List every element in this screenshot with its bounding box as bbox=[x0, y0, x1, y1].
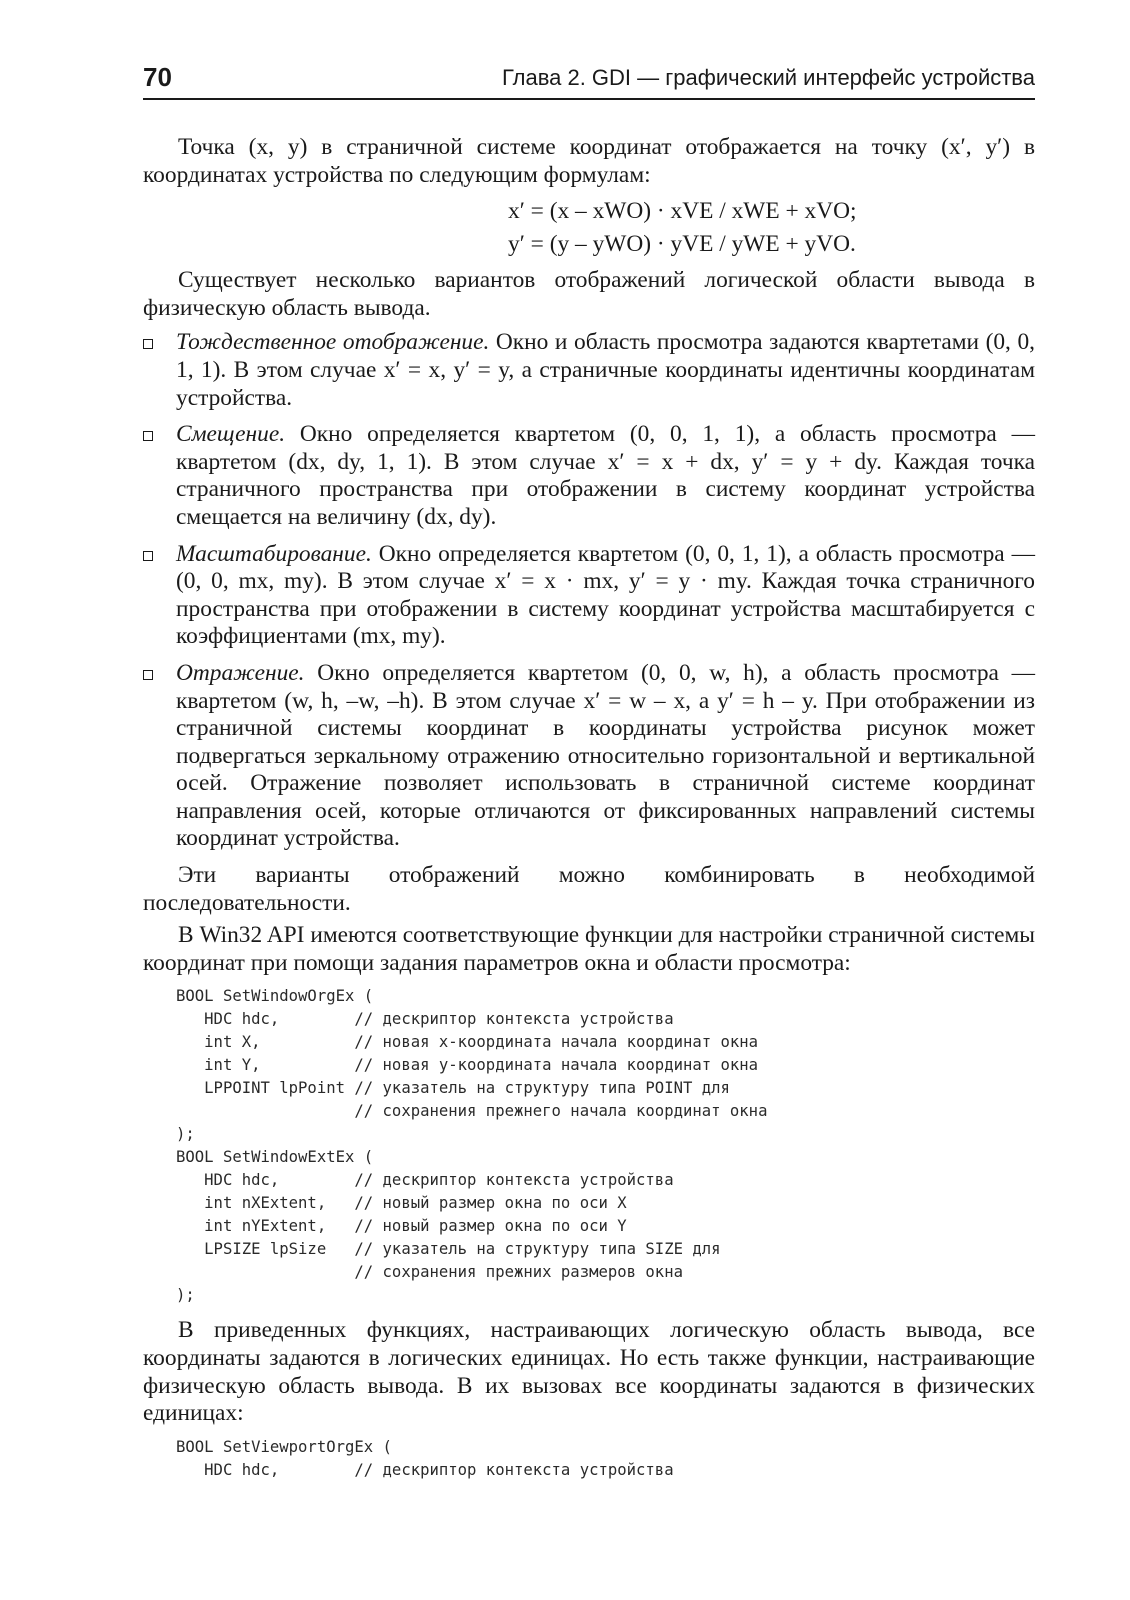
list-item-term: Отражение. bbox=[176, 659, 305, 686]
code-listing-viewport: BOOL SetViewportOrgEx ( HDC hdc, // дескриптор контекста устройства bbox=[176, 1437, 674, 1479]
list-item-text: Окно определяется квартетом (0, 0, 1, 1), а область просмотра — квартетом (dx, dy, 1, 1). В этом случае x′ = x + dx, y′ = y + dy. Каждая точка страничного пространства при отображении в систему координат устройства смещается на величину (dx, dy). bbox=[176, 421, 1035, 530]
list-item bbox=[143, 421, 1035, 531]
list-item-text: Окно определяется квартетом (0, 0, 1, 1), а область просмотра — (0, 0, mx, my). В этом случае x′ = x · mx, y′ = y · my. Каждая точка страничного пространства при отображении в систему координат устройства масштабируется с коэффициентами (mx, my). bbox=[176, 540, 1035, 650]
win32-paragraph: В Win32 API имеются соответствующие функции для настройки страничной системы координат при помощи задания параметров окна и области просмотра: bbox=[143, 922, 1035, 976]
chapter-title: Глава 2. GDI — графический интерфейс устройства bbox=[501, 65, 1035, 90]
list-item-term: Смещение. bbox=[176, 421, 286, 448]
formula-x: x′ = (x – xWO) · xVE / xWE + xVO; bbox=[508, 198, 857, 225]
mapping-variants-list bbox=[143, 329, 1035, 853]
page-header bbox=[143, 62, 1035, 100]
list-item-text: Окно определяется квартетом (0, 0, w, h), а область просмотра — квартетом (w, h, –w, –h). В этом случае x′ = w – x, а y′ = h – y. При отображении из страничной системы координат в координаты устройства рисунок может подвергаться зеркальному отражению относительно горизонтальной и вертикальной осей. Отражение позволяет использовать в страничной системе координат направления осей, которые отличаются от фиксированных направлений системы координат устройства. bbox=[176, 659, 1035, 852]
list-item-text: Окно и область просмотра задаются квартетами (0, 0, 1, 1). В этом случае x′ = x, y′ = y, а страничные координаты идентичны координатам устройства. bbox=[176, 329, 1035, 411]
list-item bbox=[143, 541, 1035, 651]
checkbox-bullet-icon bbox=[143, 431, 153, 441]
page-body bbox=[143, 134, 1035, 1482]
combine-paragraph: Эти варианты отображений можно комбинировать в необходимой последовательности. bbox=[143, 862, 1035, 916]
list-item-term: Масштабирование. bbox=[176, 540, 372, 567]
formula-y: y′ = (y – yWO) · yVE / yWE + yVO. bbox=[508, 231, 856, 258]
checkbox-bullet-icon bbox=[143, 339, 153, 349]
page-number: 70 bbox=[143, 62, 172, 92]
checkbox-bullet-icon bbox=[143, 670, 153, 680]
checkbox-bullet-icon bbox=[143, 551, 153, 561]
intro-paragraph: Точка (x, y) в страничной системе координат отображается на точку (x′, y′) в координатах устройства по следующим формулам: bbox=[143, 134, 1035, 188]
list-item bbox=[143, 329, 1035, 412]
variants-paragraph: Существует несколько вариантов отображений логической области вывода в физическую область вывода. bbox=[143, 267, 1035, 321]
formula-block bbox=[143, 195, 1035, 261]
physical-units-paragraph: В приведенных функциях, настраивающих логическую область вывода, все координаты задаются в логических единицах. Но есть также функции, настраивающие физическую область вывода. В их вызовах все координаты задаются в физических единицах: bbox=[143, 1317, 1035, 1427]
code-listing-window: BOOL SetWindowOrgEx ( HDC hdc, // дескриптор контекста устройства int X, // новая x-координата начала координат окна int Y, // новая y-координата начала координат окна LPPOINT lpPoint // указатель на структуру типа POINT для // сохранения прежнего начала координат окна ); BOOL SetWindowExtEx ( HDC hdc, // дескриптор контекста устройства int nXExtent, // новый размер окна по оси X int nYExtent, // новый размер окна по оси Y LPSIZE lpSize // указатель на структуру типа SIZE для // сохранения прежних размеров окна ); bbox=[176, 987, 768, 1305]
list-item-term: Тождественное отображение. bbox=[176, 329, 490, 356]
list-item bbox=[143, 660, 1035, 853]
